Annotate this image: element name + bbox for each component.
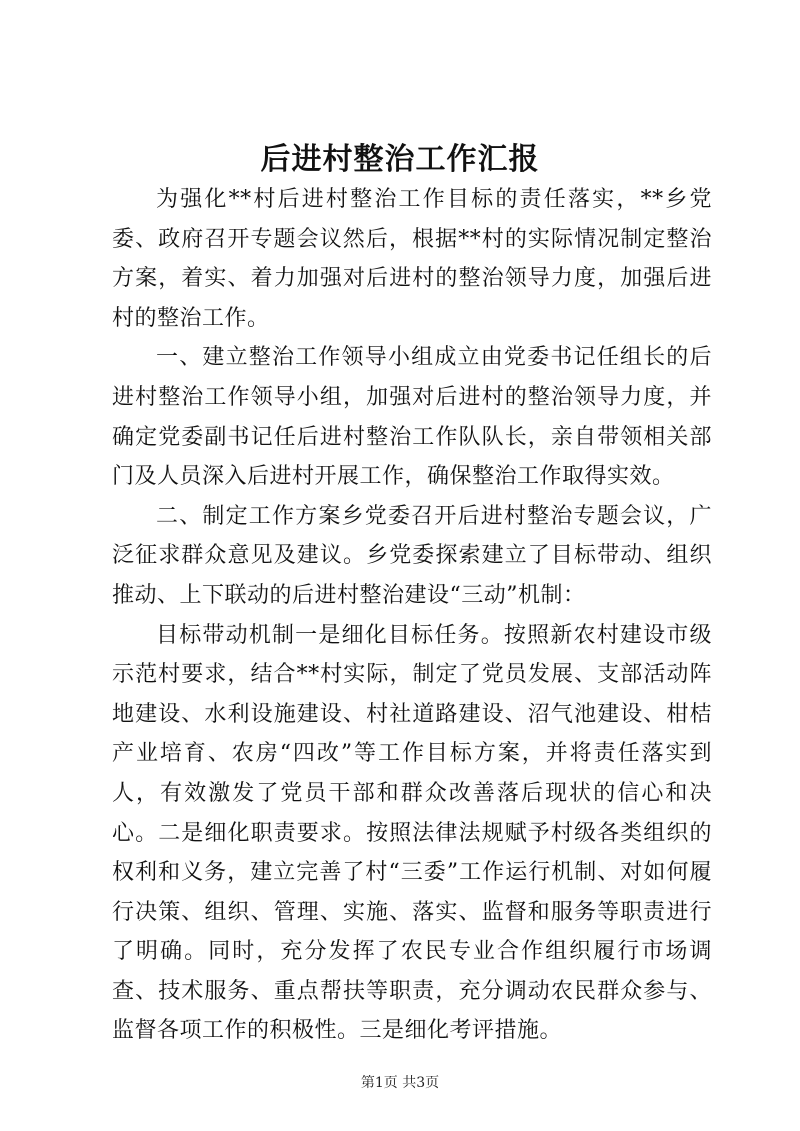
- document-title: 后进村整治工作汇报: [260, 142, 540, 177]
- document-body: [112, 180, 712, 1051]
- paragraph-section-two: 二、制定工作方案乡党委召开后进村整治专题会议，广泛征求群众意见及建议。乡党委探索建立了目标带动、组织推动、上下联动的后进村整治建设“三动”机制：: [112, 503, 712, 608]
- paragraph-intro: 为强化**村后进村整治工作目标的责任落实，**乡党委、政府召开专题会议然后，根据**村的实际情况制定整治方案，着实、着力加强对后进村的整治领导力度，加强后进村的整治工作。: [112, 187, 712, 331]
- page-footer: 第1页 共3页: [360, 1075, 440, 1091]
- paragraph-goal-mechanism: 目标带动机制一是细化目标任务。按照新农村建设市级示范村要求，结合**村实际，制定了党员发展、支部活动阵地建设、水利设施建设、村社道路建设、沼气池建设、柑桔产业培育、农房“四改”等工作目标方案，并将责任落实到人，有效激发了党员干部和群众改善落后现状的信心和决心。二是细化职责要求。按照法律法规赋予村级各类组织的权利和义务，建立完善了村“三委”工作运行机制、对如何履行决策、组织、管理、实施、落实、监督和服务等职责进行了明确。同时，充分发挥了农民专业合作组织履行市场调查、技术服务、重点帮扶等职责，充分调动农民群众参与、监督各项工作的积极性。三是细化考评措施。: [112, 622, 712, 1044]
- paragraph-section-one: 一、建立整治工作领导小组成立由党委书记任组长的后进村整治工作领导小组，加强对后进村的整治领导力度，并确定党委副书记任后进村整治工作队队长，亲自带领相关部门及人员深入后进村开展工作，确保整治工作取得实效。: [112, 345, 712, 490]
